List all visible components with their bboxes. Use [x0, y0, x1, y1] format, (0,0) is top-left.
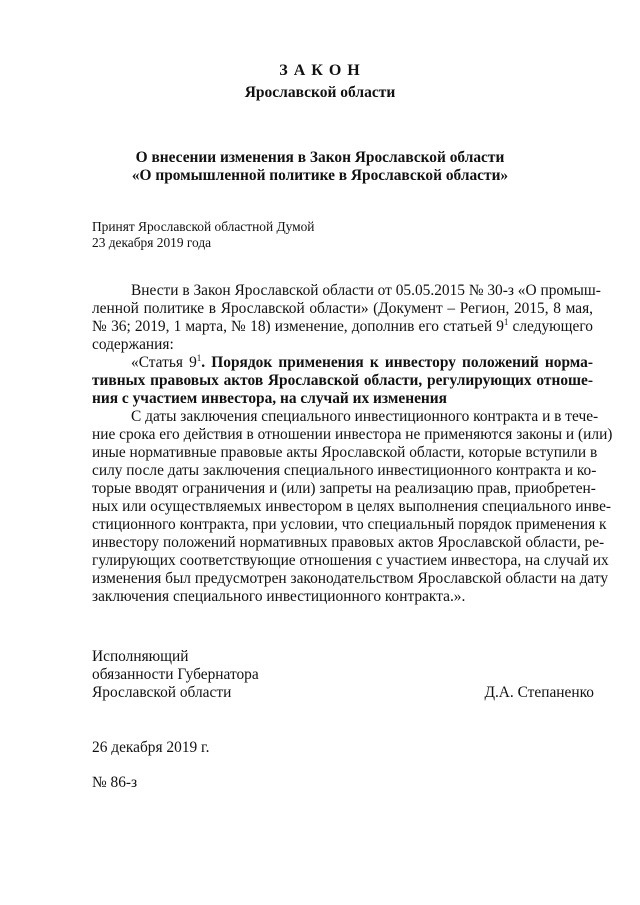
signing-date: 26 декабря 2019 г.: [92, 739, 210, 756]
paragraph-2-line: гулирующих соответствующие отношения с участием инвестора, на случай их: [92, 552, 609, 569]
signatory-title-line-1: Исполняющий: [92, 648, 189, 665]
paragraph-2-line: торые вводят ограничения и (или) запреты на реализацию прав, приобретен-: [92, 480, 596, 497]
article-heading-line-3: ния с участием инвестора, на случай их изменения: [92, 390, 447, 407]
paragraph-2-line: силу после даты заключения специального инвестиционного контракта и ко-: [92, 462, 597, 479]
title-line-1: О внесении изменения в Закон Ярославской области: [135, 149, 505, 166]
law-number: № 86-з: [92, 774, 138, 791]
title-line-2: «О промышленной политике в Ярославской области»: [131, 167, 509, 184]
signatory-name: Д.А. Степаненко: [484, 684, 594, 701]
paragraph-2-line: ных или осуществляемых инвестором в целях выполнения специального инве-: [92, 498, 612, 515]
paragraph-1-line-2: ленной политике в Ярославской области» (Документ – Регион, 2015, 8 мая,: [92, 300, 593, 317]
paragraph-1-line-4: содержания:: [92, 336, 174, 353]
paragraph-2-line: С даты заключения специального инвестиционного контракта и в тече-: [131, 408, 599, 425]
paragraph-1-line-3: № 36; 2019, 1 марта, № 18) изменение, дополнив его статьей $9^1$ следующего: [92, 317, 593, 335]
document-region: Ярославской области: [244, 84, 396, 101]
article-heading-line-1: «Статья $9^1$. Порядок применения к инвестору положений норма-: [131, 353, 593, 371]
paragraph-2-line: ние срока его действия в отношении инвестора не применяются законы и (или): [92, 426, 613, 443]
paragraph-2-line: изменения был предусмотрен законодательством Ярославской области на дату: [92, 570, 609, 587]
paragraph-2-line: инвестору положений нормативных правовых актов Ярославской области, ре-: [92, 534, 605, 551]
document-type: З А К О Н: [279, 62, 361, 79]
signatory-title-line-2: обязанности Губернатора: [92, 666, 259, 683]
paragraph-2-line: заключения специального инвестиционного контракта.».: [92, 588, 466, 605]
paragraph-2-line: стиционного контракта, при условии, что специальный порядок применения к: [92, 516, 607, 533]
adoption-date: 23 декабря 2019 года: [92, 235, 212, 250]
paragraph-1-line-1: Внести в Закон Ярославской области от 05.05.2015 № 30-з «О промыш-: [131, 282, 601, 299]
signatory-title-line-3: Ярославской области: [92, 684, 232, 701]
adoption-line-1: Принят Ярославской областной Думой: [92, 219, 315, 234]
paragraph-2-line: иные нормативные правовые акты Ярославской области, которые вступили в: [92, 444, 598, 461]
article-heading-line-2: тивных правовых актов Ярославской области, регулирующих отноше-: [92, 372, 593, 389]
